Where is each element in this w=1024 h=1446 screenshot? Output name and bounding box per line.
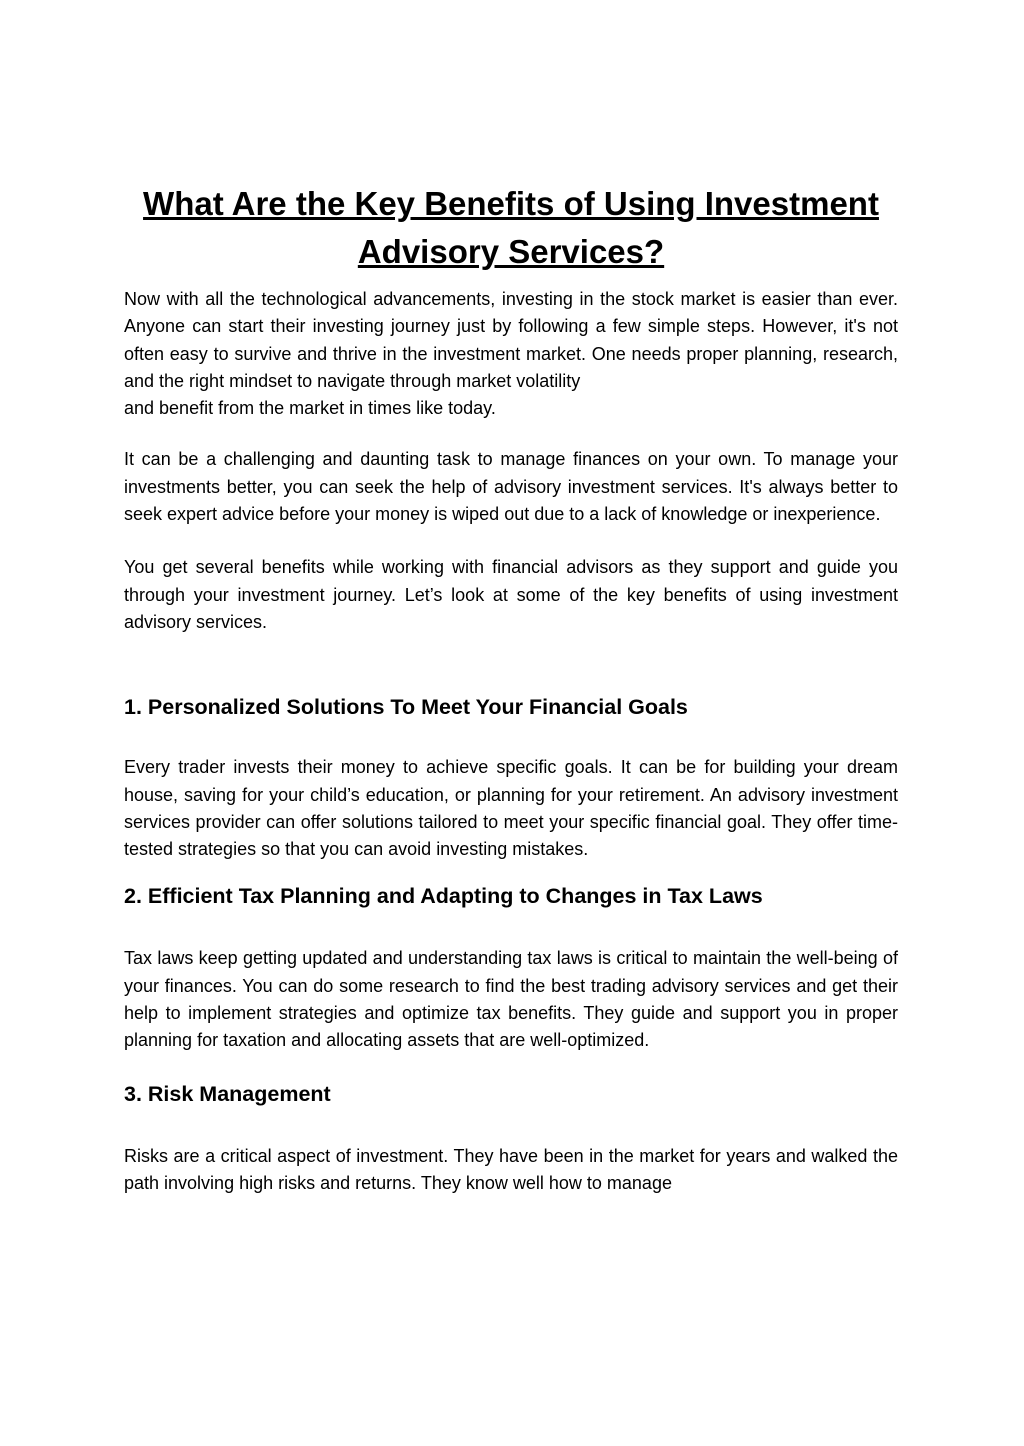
section-heading-3: 3. Risk Management xyxy=(124,1081,331,1106)
section-body-1: Every trader invests their money to achieve specific goals. It can be for building your dream house, saving for your child’s education, or planning for your retirement. An advisory investment services provider can offer solutions tailored to meet your specific financial goal. They offer time-tested strategies so that you can avoid investing mistakes. xyxy=(124,757,898,860)
intro-paragraph-1 xyxy=(124,286,898,422)
intro-paragraph-1-main: Now with all the technological advancements, investing in the stock market is easier than ever. Anyone can start their investing journey just by following a few simple steps. However, it's not often easy to survive and thrive in the investment market. One needs proper planning, research, and the right mindset to navigate through market volatility xyxy=(124,289,898,391)
document-title xyxy=(124,180,898,276)
intro-paragraph-1-tail: and benefit from the market in times like today. xyxy=(124,398,496,419)
title-line-2: Advisory Services? xyxy=(357,233,665,270)
title-line-1: What Are the Key Benefits of Using Investment xyxy=(143,185,879,222)
section-heading-2: 2. Efficient Tax Planning and Adapting to Changes in Tax Laws xyxy=(124,884,763,909)
section-body-2: Tax laws keep getting updated and understanding tax laws is critical to maintain the well-being of your finances. You can do some research to find the best trading advisory services and get their help to implement strategies and optimize tax benefits. They guide and support you in proper planning for taxation and allocating assets that are well-optimized. xyxy=(124,948,898,1051)
section-body-3: Risks are a critical aspect of investment. They have been in the market for years and walked the path involving high risks and returns. They know well how to manage xyxy=(124,1145,898,1193)
section-heading-1: 1. Personalized Solutions To Meet Your Financial Goals xyxy=(124,695,688,720)
document-page xyxy=(124,180,898,1197)
intro-paragraph-3: You get several benefits while working with financial advisors as they support and guide you through your investment journey. Let’s look at some of the key benefits of using investment advisory services. xyxy=(124,557,898,632)
intro-paragraph-2: It can be a challenging and daunting task to manage finances on your own. To manage your investments better, you can seek the help of advisory investment services. It's always better to seek expert advice before your money is wiped out due to a lack of knowledge or inexperience. xyxy=(124,449,898,525)
